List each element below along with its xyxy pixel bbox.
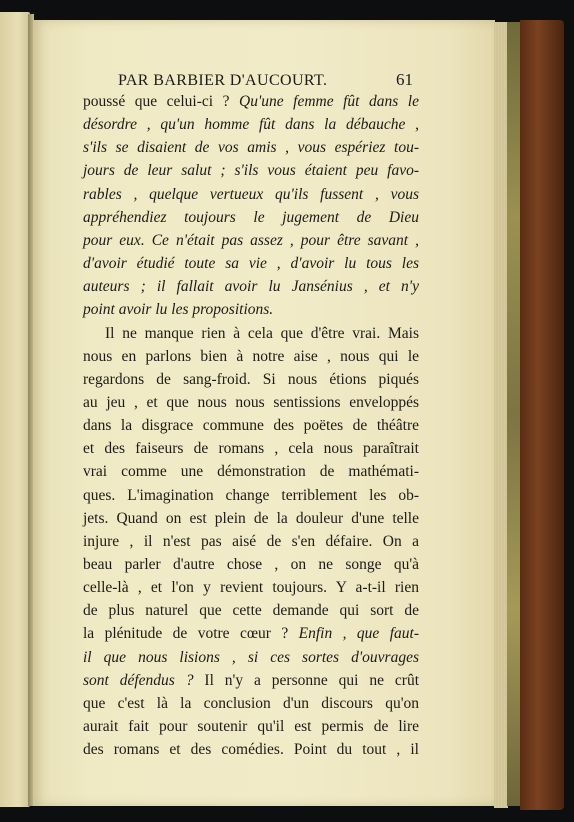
page-number: 61 <box>396 70 413 89</box>
roman-text: la plénitude de votre cœur ? <box>83 625 299 643</box>
text-line <box>83 91 419 113</box>
text-line <box>83 207 419 229</box>
roman-text: au jeu , et que nous nous sentissions enveloppés <box>83 393 419 411</box>
roman-text: des romans et des comédies. Point du tout , il <box>83 741 419 759</box>
italic-text: jours de leur salut ; s'ils vous étaient peu favo- <box>83 162 419 180</box>
text-line <box>83 160 419 182</box>
text-line <box>83 346 419 368</box>
roman-text: dans la disgrace commune des poëtes de théâtre <box>83 417 419 435</box>
roman-text: beau parler d'autre chose , on ne songe qu'à <box>83 556 419 573</box>
text-line <box>83 461 419 483</box>
text-line <box>83 716 419 738</box>
roman-text: aurait fait pour soutenir qu'il est permis de lire <box>83 718 419 736</box>
roman-text: que c'est là la conclusion d'un discours qu'on <box>83 694 419 712</box>
page-edges <box>494 22 508 808</box>
italic-text: auteurs ; il fallait avoir lu Jansénius , et n'y <box>83 278 419 296</box>
text-line <box>83 739 419 761</box>
italic-text: désordre , qu'un homme fût dans la débauche , <box>83 116 419 134</box>
roman-text: Il n'y a personne qui ne crût <box>204 671 419 689</box>
italic-text: point avoir lu les propositions. <box>83 301 274 319</box>
roman-text: nous en parlons bien à notre aise , nous qui le <box>83 347 419 365</box>
text-line <box>83 485 419 507</box>
italic-text: pour eux. Ce n'était pas assez , pour être savant , <box>83 231 419 249</box>
text-line <box>83 230 419 252</box>
roman-text: et des faiseurs de romans , cela nous paraîtrait <box>83 440 419 458</box>
italic-text: d'avoir étudié toute sa vie , d'avoir lu tous les <box>83 255 419 273</box>
text-line <box>83 415 419 437</box>
text-line <box>83 137 419 159</box>
text-line <box>83 600 419 622</box>
text-line <box>83 670 419 692</box>
text-line <box>83 693 419 715</box>
roman-text: poussé que celui-ci ? <box>83 93 239 110</box>
text-line <box>83 253 419 275</box>
italic-text: Qu'une femme fût dans le <box>239 93 419 110</box>
text-line <box>83 623 419 645</box>
running-title: PAR BARBIER D'AUCOURT. <box>118 72 328 89</box>
roman-text: celle-là , et l'on y revient toujours. Y a-t-il rien <box>83 579 419 597</box>
text-line <box>83 299 419 321</box>
text-line <box>83 323 419 345</box>
italic-text: il que nous lisions , si ces sortes d'ouvrages <box>83 648 419 666</box>
text-line <box>83 508 419 530</box>
roman-text: vrai comme une démonstration de mathémati- <box>83 463 419 481</box>
roman-text: regardons de sang-froid. Si nous étions piqués <box>83 370 419 388</box>
text-line <box>83 392 419 414</box>
italic-text: sont défendus ? <box>83 671 205 689</box>
roman-text: de plus naturel que cette demande qui sort de <box>83 602 419 620</box>
text-line <box>83 554 419 576</box>
text-line <box>83 647 419 669</box>
leather-cover <box>520 20 564 810</box>
text-line <box>83 184 419 206</box>
text-line <box>83 577 419 599</box>
roman-text: jets. Quand on est plein de la douleur d'une telle <box>83 509 419 527</box>
text-line <box>83 369 419 391</box>
text-line <box>83 438 419 460</box>
italic-text: s'ils se disaient de vos amis , vous espériez tou- <box>83 139 419 157</box>
roman-text: Il ne manque rien à cela que d'être vrai. Mais <box>105 324 419 342</box>
previous-page-edge <box>0 12 30 807</box>
roman-text: injure , il n'est pas aisé de s'en défaire. On a <box>83 532 419 550</box>
text-line <box>83 531 419 553</box>
roman-text: ques. L'imagination change terriblement les ob- <box>83 486 419 504</box>
italic-text: appréhendiez toujours le jugement de Dieu <box>83 208 419 226</box>
text-line <box>83 276 419 298</box>
gilt-edge <box>507 22 521 806</box>
italic-text: rables , quelque vertueux qu'ils fussent , vous <box>83 185 419 203</box>
italic-text: Enfin , que faut- <box>298 625 419 643</box>
text-line <box>83 114 419 136</box>
